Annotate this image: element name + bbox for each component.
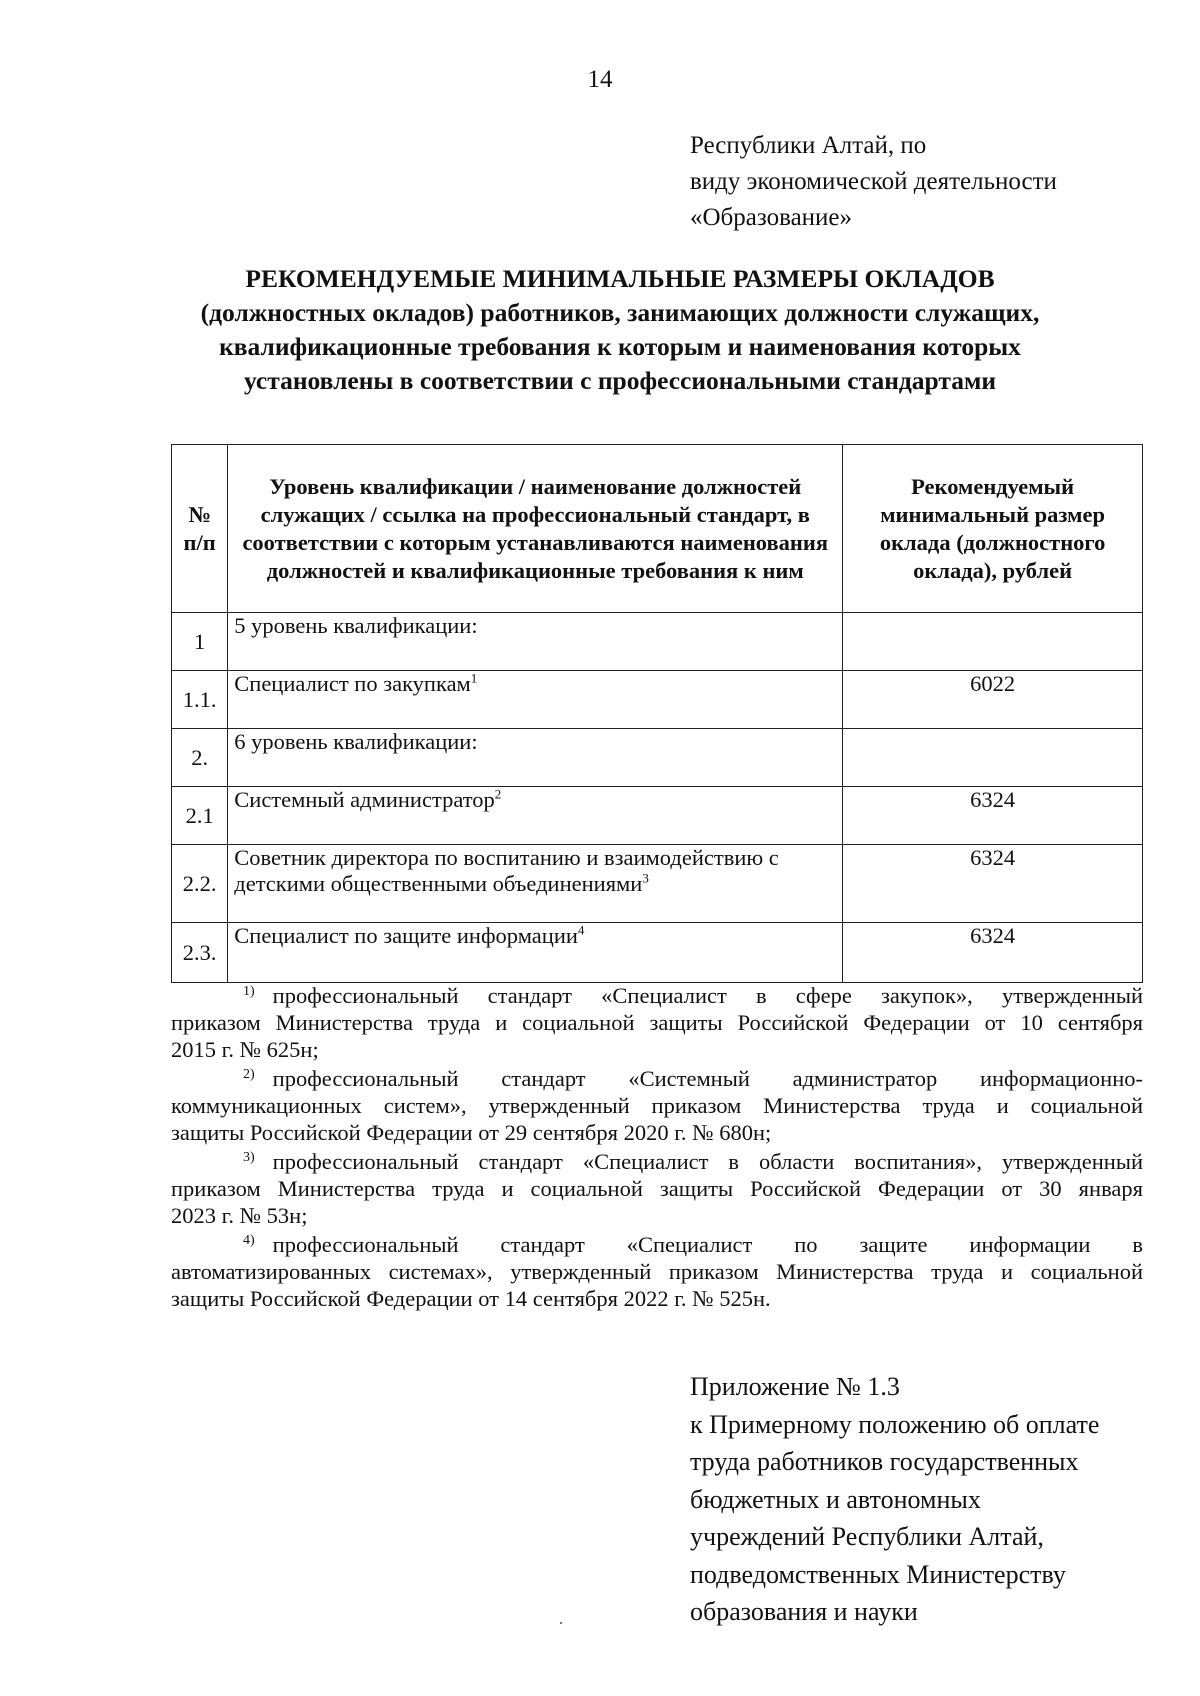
row-number: 2.2. xyxy=(172,845,228,923)
footnote-marker: 4) xyxy=(243,1232,255,1248)
continued-heading-line: виду экономической деятельности xyxy=(690,168,1057,195)
row-name xyxy=(228,845,843,923)
footnote-line: защиты Российской Федерации от 14 сентября 2022 г. № 525н. xyxy=(171,1286,771,1311)
footnote-ref: 3 xyxy=(642,870,649,886)
footnotes xyxy=(171,982,1143,1314)
continued-heading xyxy=(690,128,1057,236)
footnote-marker: 1) xyxy=(243,983,255,999)
page-number: 14 xyxy=(587,66,613,93)
header-name: Уровень квалификации / наименование должностей служащих / ссылка на профессиональный стандарт, в соответствии с которым устанавливаются наименования должностей и квалификационные требования к ним xyxy=(228,445,843,613)
row-number: 1 xyxy=(172,613,228,671)
footnote-line: приказом Министерства труда и социальной защиты Российской Федерации от 10 сентября xyxy=(171,1010,1143,1035)
row-name-line: 5 уровень квалификации: xyxy=(234,613,478,638)
footnote-marker: 3) xyxy=(243,1149,255,1165)
document-title xyxy=(100,262,1140,398)
title-line: установлены в соответствии с профессиональными стандартами xyxy=(243,366,997,395)
row-name-line xyxy=(234,923,836,949)
table-row xyxy=(172,613,1143,671)
appendix-line: образования и науки xyxy=(690,1597,918,1626)
footnote-text: профессиональный стандарт «Системный администратор информационно- xyxy=(272,1066,1143,1091)
footnote-marker: 2) xyxy=(243,1066,255,1082)
footnote-ref: 2 xyxy=(494,786,502,802)
row-number: 2.1 xyxy=(172,787,228,845)
footnote xyxy=(171,982,1143,1063)
row-salary: 6324 xyxy=(843,787,1143,845)
row-name xyxy=(228,787,843,845)
title-line: РЕКОМЕНДУЕМЫЕ МИНИМАЛЬНЫЕ РАЗМЕРЫ ОКЛАДОВ xyxy=(245,264,995,293)
footnote-ref: 4 xyxy=(577,922,585,938)
footnote-ref: 1 xyxy=(470,670,478,686)
appendix-line: учреждений Республики Алтай, xyxy=(690,1522,1044,1551)
footnote-line: защиты Российской Федерации от 29 сентября 2020 г. № 680н; xyxy=(171,1120,772,1145)
row-number: 2.3. xyxy=(172,923,228,983)
footnote-line xyxy=(171,982,1143,1009)
footnote-text: профессиональный стандарт «Специалист по защите информации в xyxy=(272,1232,1143,1257)
footnote-line: коммуникационных систем», утвержденный приказом Министерства труда и социальной xyxy=(171,1093,1143,1118)
footnote-line xyxy=(171,1065,1143,1092)
row-name-line xyxy=(234,787,836,813)
footnote-line xyxy=(171,1231,1143,1258)
row-name xyxy=(228,613,843,671)
table-header-row xyxy=(172,445,1143,613)
footnote-line: 2015 г. № 625н; xyxy=(171,1037,319,1062)
footnote-line: 2023 г. № 53н; xyxy=(171,1203,308,1228)
table-row xyxy=(172,787,1143,845)
appendix-line: Приложение № 1.3 xyxy=(690,1372,900,1401)
row-salary: 6324 xyxy=(843,845,1143,923)
footnote-text: профессиональный стандарт «Специалист в сфере закупок», утвержденный xyxy=(272,983,1143,1008)
header-number-line: № xyxy=(188,501,211,527)
row-name-line xyxy=(234,671,836,697)
row-name-line: 6 уровень квалификации: xyxy=(234,729,478,754)
continued-heading-line: «Образование» xyxy=(690,204,853,231)
footnote-line: приказом Министерства труда и социальной защиты Российской Федерации от 30 января xyxy=(171,1176,1143,1201)
table-row xyxy=(172,923,1143,983)
row-name xyxy=(228,923,843,983)
table-row xyxy=(172,671,1143,729)
header-salary: Рекомендуемый минимальный размер оклада (должностного оклада), рублей xyxy=(843,445,1143,613)
row-name-text: Системный администратор xyxy=(234,787,495,812)
row-name-text: Специалист по закупкам xyxy=(234,671,471,696)
footnote xyxy=(171,1065,1143,1146)
row-name-line: Советник директора по воспитанию и взаимодействию с xyxy=(234,845,779,870)
appendix-line: к Примерному положению об оплате xyxy=(690,1409,1100,1439)
row-name-text: детскими общественными объединениями xyxy=(234,871,643,896)
row-number: 1.1. xyxy=(172,671,228,729)
footnote xyxy=(171,1148,1143,1229)
salary-table xyxy=(171,444,1143,983)
appendix-heading xyxy=(690,1368,1099,1631)
footnote-text: профессиональный стандарт «Специалист в области воспитания», утвержденный xyxy=(272,1149,1143,1174)
row-name xyxy=(228,671,843,729)
row-number: 2. xyxy=(172,729,228,787)
appendix-line: подведомственных Министерству xyxy=(690,1559,1066,1589)
row-salary: 6022 xyxy=(843,671,1143,729)
row-salary xyxy=(843,613,1143,671)
table-row xyxy=(172,845,1143,923)
row-name-text: Специалист по защите информации xyxy=(234,923,578,948)
appendix-line: бюджетных и автономных xyxy=(690,1484,981,1514)
appendix-line: труда работников государственных xyxy=(690,1447,1079,1476)
header-number xyxy=(172,445,228,613)
table-row xyxy=(172,729,1143,787)
title-line: (должностных окладов) работников, занимающих должности служащих, xyxy=(200,298,1040,327)
header-number-line: п/п xyxy=(183,529,216,555)
scan-speck xyxy=(560,1622,562,1624)
row-salary: 6324 xyxy=(843,923,1143,983)
title-line: квалификационные требования к которым и наименования которых xyxy=(219,332,1021,361)
footnote-line xyxy=(171,1148,1143,1175)
row-salary xyxy=(843,729,1143,787)
footnote-line: автоматизированных системах», утвержденный приказом Министерства труда и социальной xyxy=(171,1259,1143,1284)
footnote xyxy=(171,1231,1143,1312)
row-name xyxy=(228,729,843,787)
row-name-line xyxy=(234,871,836,897)
continued-heading-line: Республики Алтай, по xyxy=(690,132,927,159)
